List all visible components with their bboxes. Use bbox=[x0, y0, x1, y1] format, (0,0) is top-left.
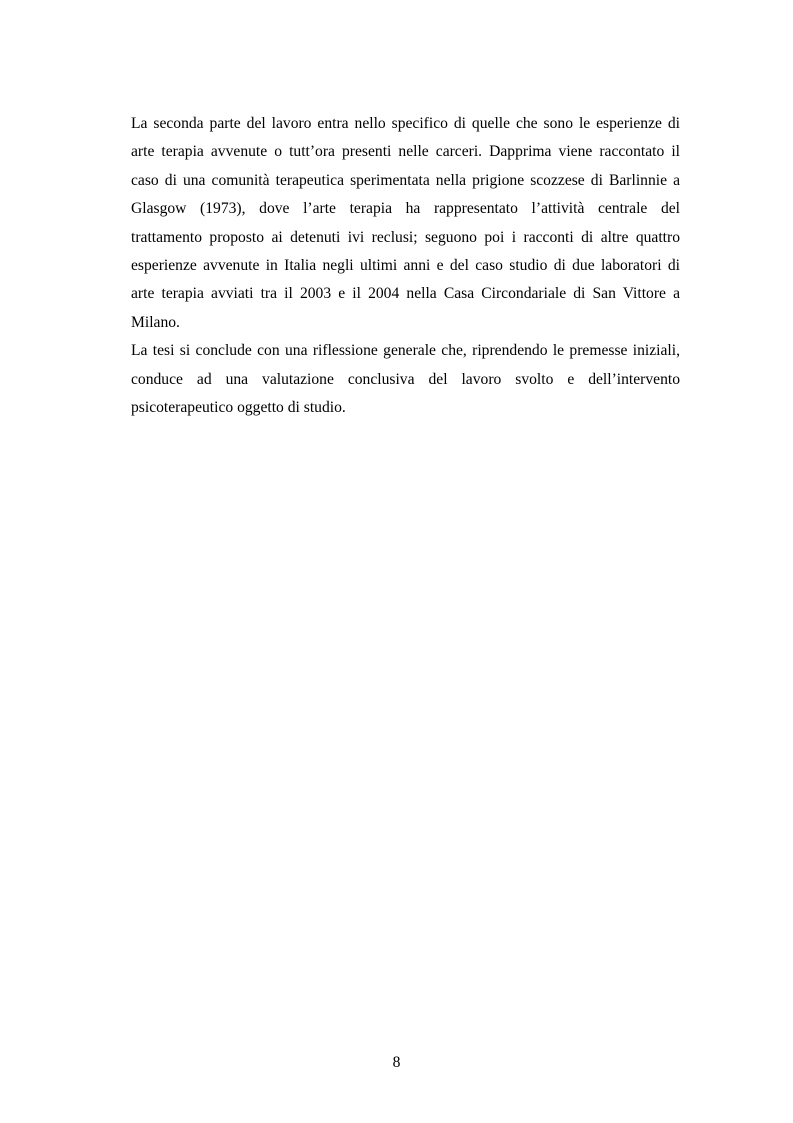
paragraph-line: psicoterapeutico oggetto di studio. bbox=[131, 398, 346, 416]
paragraph-line: La seconda parte del lavoro entra nello specifico di quelle che sono le esperienze di bbox=[131, 115, 680, 132]
paragraph-1 bbox=[131, 110, 680, 337]
body-text bbox=[131, 110, 680, 422]
paragraph-line: caso di una comunità terapeutica sperimentata nella prigione scozzese di Barlinnie a bbox=[131, 171, 680, 189]
paragraph-line: Glasgow (1973), dove l’arte terapia ha rappresentato l’attività centrale del bbox=[131, 200, 680, 218]
paragraph-line: Milano. bbox=[131, 313, 180, 331]
paragraph-2 bbox=[131, 337, 680, 422]
paragraph-line: conduce ad una valutazione conclusiva del lavoro svolto e dell’intervento bbox=[131, 370, 680, 388]
page-number: 8 bbox=[392, 1054, 401, 1071]
paragraph-line: arte terapia avviati tra il 2003 e il 2004 nella Casa Circondariale di San Vittore a bbox=[131, 285, 680, 303]
paragraph-line: esperienze avvenute in Italia negli ultimi anni e del caso studio di due laboratori di bbox=[131, 256, 680, 274]
paragraph-line: trattamento proposto ai detenuti ivi reclusi; seguono poi i racconti di altre quattro bbox=[131, 228, 680, 246]
paragraph-line: arte terapia avvenute o tutt’ora presenti nelle carceri. Dapprima viene raccontato il bbox=[131, 143, 680, 161]
paragraph-line: La tesi si conclude con una riflessione generale che, riprendendo le premesse iniziali, bbox=[131, 342, 680, 360]
